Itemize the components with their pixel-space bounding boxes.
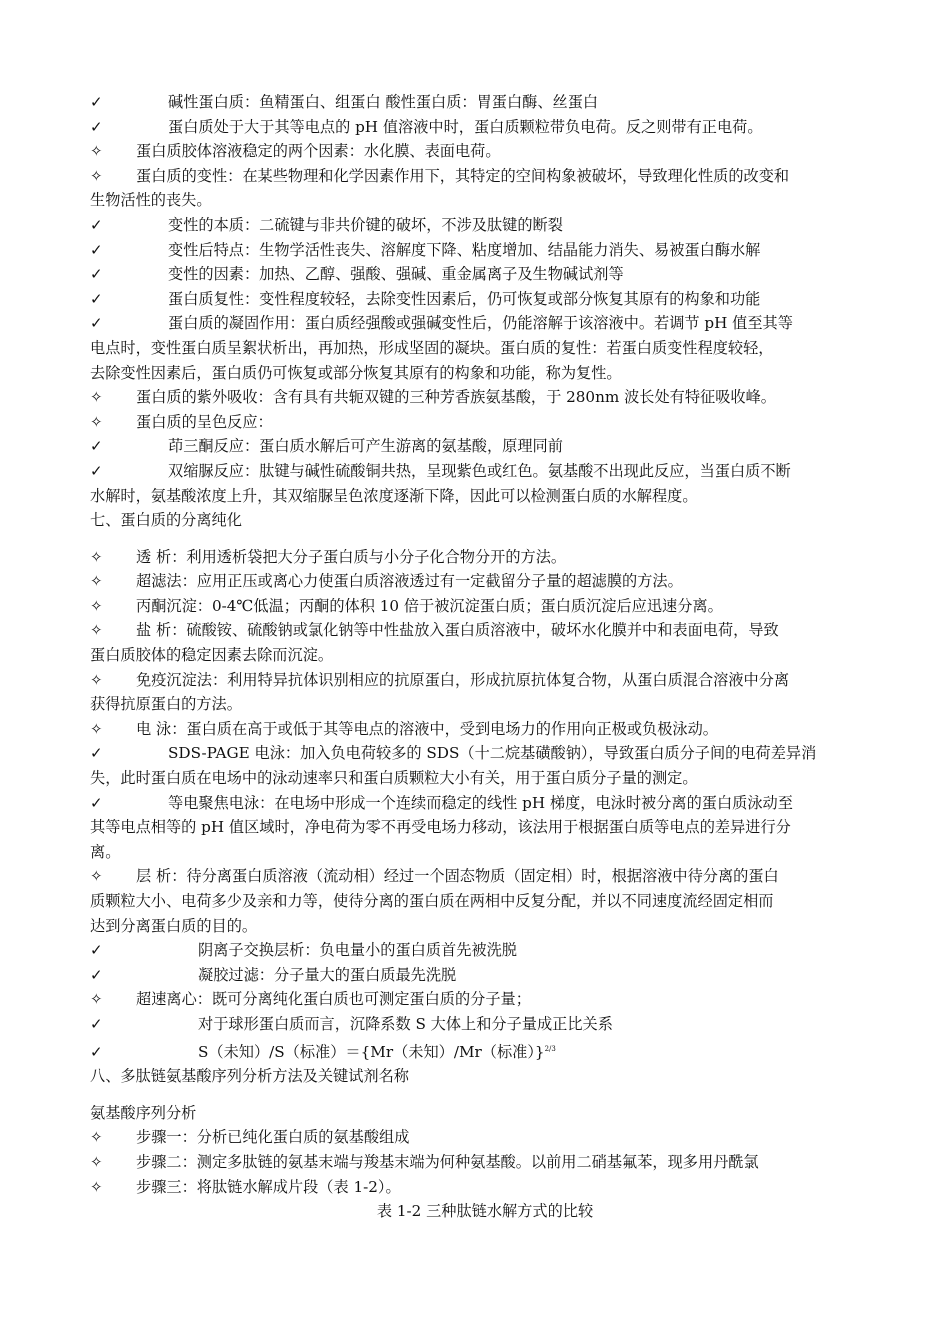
text-line bbox=[90, 668, 860, 693]
diamond-bullet-icon: ✧ bbox=[90, 719, 103, 738]
text-line bbox=[90, 741, 860, 766]
diamond-bullet-icon: ✧ bbox=[90, 412, 103, 431]
line-text: S（未知）/S（标准）＝{Mr（未知）/Mr（标准）} bbox=[198, 1042, 545, 1061]
text-line bbox=[90, 815, 860, 840]
text-line bbox=[90, 361, 860, 386]
line-text: 水解时，氨基酸浓度上升，其双缩脲呈色浓度逐渐下降，因此可以检测蛋白质的水解程度。 bbox=[90, 486, 698, 505]
diamond-bullet-icon: ✧ bbox=[90, 547, 103, 566]
checkmark-bullet-icon: ✓ bbox=[90, 289, 103, 308]
line-text: 盐 析：硫酸铵、硫酸钠或氯化钠等中性盐放入蛋白质溶液中，破坏水化膜并中和表面电荷，导致 bbox=[136, 621, 779, 640]
text-line bbox=[90, 311, 860, 336]
line-text: 蛋白质的呈色反应： bbox=[136, 412, 273, 431]
diamond-bullet-icon: ✧ bbox=[90, 1177, 103, 1196]
line-text: 双缩脲反应：肽键与碱性硫酸铜共热，呈现紫色或红色。氨基酸不出现此反应，当蛋白质不断 bbox=[168, 461, 791, 480]
diamond-bullet-icon: ✧ bbox=[90, 596, 103, 615]
checkmark-bullet-icon: ✓ bbox=[90, 744, 103, 763]
line-text: 层 析：待分离蛋白质溶液（流动相）经过一个固态物质（固定相）时，根据溶液中待分离的蛋白 bbox=[136, 867, 779, 886]
document-body bbox=[90, 90, 860, 1199]
checkmark-bullet-icon: ✓ bbox=[90, 240, 103, 259]
text-line bbox=[90, 889, 860, 914]
text-line bbox=[90, 484, 860, 509]
line-text: 七、蛋白质的分离纯化 bbox=[90, 511, 242, 530]
line-text: 丙酮沉淀：0-4℃低温；丙酮的体积 10 倍于被沉淀蛋白质；蛋白质沉淀后应迅速分离。 bbox=[136, 596, 723, 615]
text-line bbox=[90, 643, 860, 668]
text-line bbox=[90, 791, 860, 816]
line-text: 蛋白质复性：变性程度较轻，去除变性因素后，仍可恢复或部分恢复其原有的构象和功能 bbox=[168, 289, 761, 308]
text-line bbox=[90, 963, 860, 988]
line-text: 变性的本质：二硫键与非共价键的破坏，不涉及肽键的断裂 bbox=[168, 215, 563, 234]
text-line bbox=[90, 115, 860, 140]
line-text: 茚三酮反应：蛋白质水解后可产生游离的氨基酸，原理同前 bbox=[168, 437, 563, 456]
text-line bbox=[90, 840, 860, 865]
line-text: 超滤法：应用正压或离心力使蛋白质溶液透过有一定截留分子量的超滤膜的方法。 bbox=[136, 572, 683, 591]
text-line bbox=[90, 766, 860, 791]
checkmark-bullet-icon: ✓ bbox=[90, 965, 103, 984]
text-line bbox=[90, 90, 860, 115]
line-text: 阴离子交换层析：负电量小的蛋白质首先被洗脱 bbox=[198, 941, 517, 960]
line-text: 电 泳：蛋白质在高于或低于其等电点的溶液中，受到电场力的作用向正极或负极泳动。 bbox=[136, 719, 718, 738]
line-text: 步骤一：分析已纯化蛋白质的氨基酸组成 bbox=[136, 1128, 410, 1147]
text-line bbox=[90, 434, 860, 459]
line-text: 透 析：利用透析袋把大分子蛋白质与小分子化合物分开的方法。 bbox=[136, 547, 567, 566]
diamond-bullet-icon: ✧ bbox=[90, 166, 103, 185]
checkmark-bullet-icon: ✓ bbox=[90, 93, 103, 111]
diamond-bullet-icon: ✧ bbox=[90, 670, 103, 689]
text-line bbox=[90, 262, 860, 287]
diamond-bullet-icon: ✧ bbox=[90, 1153, 103, 1171]
line-text: 去除变性因素后，蛋白质仍可恢复或部分恢复其原有的构象和功能，称为复性。 bbox=[90, 363, 622, 382]
line-text: 步骤二：测定多肽链的氨基末端与羧基末端为何种氨基酸。以前用二硝基氟苯，现多用丹酰氯 bbox=[136, 1153, 759, 1171]
line-text: 八、多肽链氨基酸序列分析方法及关键试剂名称 bbox=[90, 1067, 409, 1086]
line-text: 蛋白质处于大于其等电点的 pH 值溶液中时，蛋白质颗粒带负电荷。反之则带有正电荷。 bbox=[168, 117, 763, 136]
line-text: 生物活性的丧失。 bbox=[90, 191, 212, 210]
text-line bbox=[90, 594, 860, 619]
text-line bbox=[90, 1150, 860, 1175]
line-text: 超速离心：既可分离纯化蛋白质也可测定蛋白质的分子量； bbox=[136, 990, 531, 1009]
document-page bbox=[90, 90, 860, 1224]
text-line bbox=[90, 914, 860, 939]
table-caption: 表 1-2 三种肽链水解方式的比较 bbox=[376, 1202, 594, 1221]
line-text: 凝胶过滤：分子量大的蛋白质最先洗脱 bbox=[198, 965, 457, 984]
line-text: 获得抗原蛋白的方法。 bbox=[90, 695, 242, 714]
text-line bbox=[90, 287, 860, 312]
text-line bbox=[90, 618, 860, 643]
checkmark-bullet-icon: ✓ bbox=[90, 941, 103, 960]
diamond-bullet-icon: ✧ bbox=[90, 990, 103, 1009]
line-text: 碱性蛋白质：鱼精蛋白、组蛋白 酸性蛋白质：胃蛋白酶、丝蛋白 bbox=[168, 93, 599, 111]
line-text: 蛋白质胶体的稳定因素去除而沉淀。 bbox=[90, 646, 333, 665]
paragraph-gap bbox=[90, 1089, 860, 1101]
diamond-bullet-icon: ✧ bbox=[90, 867, 103, 886]
text-line bbox=[90, 164, 860, 189]
section-heading bbox=[90, 1101, 860, 1126]
text-line bbox=[90, 385, 860, 410]
diamond-bullet-icon: ✧ bbox=[90, 388, 103, 407]
text-line bbox=[90, 987, 860, 1012]
line-text: 免疫沉淀法：利用特异抗体识别相应的抗原蛋白，形成抗原抗体复合物，从蛋白质混合溶液中分离 bbox=[136, 670, 790, 689]
line-text: 离。 bbox=[90, 842, 121, 861]
line-text: 达到分离蛋白质的目的。 bbox=[90, 916, 258, 935]
checkmark-bullet-icon: ✓ bbox=[90, 461, 103, 480]
text-line bbox=[90, 864, 860, 889]
text-line bbox=[90, 938, 860, 963]
line-text: 蛋白质胶体溶液稳定的两个因素：水化膜、表面电荷。 bbox=[136, 142, 501, 161]
line-text: 等电聚焦电泳：在电场中形成一个连续而稳定的线性 pH 梯度，电泳时被分离的蛋白质泳动至 bbox=[168, 793, 793, 812]
checkmark-bullet-icon: ✓ bbox=[90, 793, 103, 812]
text-line bbox=[90, 545, 860, 570]
text-line bbox=[90, 238, 860, 263]
line-text: 蛋白质的凝固作用：蛋白质经强酸或强碱变性后，仍能溶解于该溶液中。若调节 pH 值至其等 bbox=[168, 314, 793, 333]
text-line bbox=[90, 188, 860, 213]
line-text: 蛋白质的变性：在某些物理和化学因素作用下，其特定的空间构象被破坏，导致理化性质的改变和 bbox=[136, 166, 790, 185]
checkmark-bullet-icon: ✓ bbox=[90, 1014, 103, 1033]
line-text: 质颗粒大小、电荷多少及亲和力等，使待分离的蛋白质在两相中反复分配，并以不同速度流经固定相而 bbox=[90, 892, 774, 910]
section-heading bbox=[90, 508, 860, 533]
section-heading bbox=[90, 1064, 860, 1089]
paragraph-gap bbox=[90, 533, 860, 545]
text-line bbox=[90, 1037, 860, 1065]
text-line bbox=[90, 1012, 860, 1037]
text-line bbox=[90, 213, 860, 238]
checkmark-bullet-icon: ✓ bbox=[90, 1042, 103, 1061]
text-line bbox=[90, 410, 860, 435]
text-line bbox=[90, 336, 860, 361]
checkmark-bullet-icon: ✓ bbox=[90, 117, 103, 136]
line-text: 对于球形蛋白质而言，沉降系数 S 大体上和分子量成正比关系 bbox=[198, 1014, 613, 1033]
line-text: 电点时，变性蛋白质呈絮状析出，再加热，形成坚固的凝块。蛋白质的复性：若蛋白质变性程度较轻， bbox=[90, 338, 774, 357]
text-line bbox=[90, 1125, 860, 1150]
diamond-bullet-icon: ✧ bbox=[90, 572, 103, 591]
superscript-exponent: 2/3 bbox=[544, 1044, 556, 1053]
diamond-bullet-icon: ✧ bbox=[90, 142, 103, 161]
diamond-bullet-icon: ✧ bbox=[90, 621, 103, 640]
line-text: 蛋白质的紫外吸收：含有具有共轭双键的三种芳香族氨基酸，于 280nm 波长处有特征吸收峰。 bbox=[136, 388, 776, 407]
text-line bbox=[90, 692, 860, 717]
text-line bbox=[90, 139, 860, 164]
line-text: 变性后特点：生物学活性丧失、溶解度下降、粘度增加、结晶能力消失、易被蛋白酶水解 bbox=[168, 240, 761, 259]
text-line bbox=[90, 1175, 860, 1200]
line-text: 其等电点相等的 pH 值区域时，净电荷为零不再受电场力移动，该法用于根据蛋白质等电点的差异进行分 bbox=[90, 818, 791, 837]
diamond-bullet-icon: ✧ bbox=[90, 1128, 103, 1147]
checkmark-bullet-icon: ✓ bbox=[90, 314, 103, 333]
line-text: SDS-PAGE 电泳：加入负电荷较多的 SDS（十二烷基磺酸钠），导致蛋白质分子间的电荷差异消 bbox=[168, 744, 817, 763]
text-line bbox=[90, 459, 860, 484]
checkmark-bullet-icon: ✓ bbox=[90, 437, 103, 456]
checkmark-bullet-icon: ✓ bbox=[90, 265, 103, 284]
text-line bbox=[90, 717, 860, 742]
line-text: 变性的因素：加热、乙醇、强酸、强碱、重金属离子及生物碱试剂等 bbox=[168, 265, 624, 284]
line-text: 失，此时蛋白质在电场中的泳动速率只和蛋白质颗粒大小有关，用于蛋白质分子量的测定。 bbox=[90, 769, 698, 788]
line-text: 氨基酸序列分析 bbox=[90, 1103, 197, 1122]
checkmark-bullet-icon: ✓ bbox=[90, 215, 103, 234]
line-text: 步骤三：将肽链水解成片段（表 1-2）。 bbox=[136, 1177, 401, 1196]
text-line bbox=[90, 569, 860, 594]
